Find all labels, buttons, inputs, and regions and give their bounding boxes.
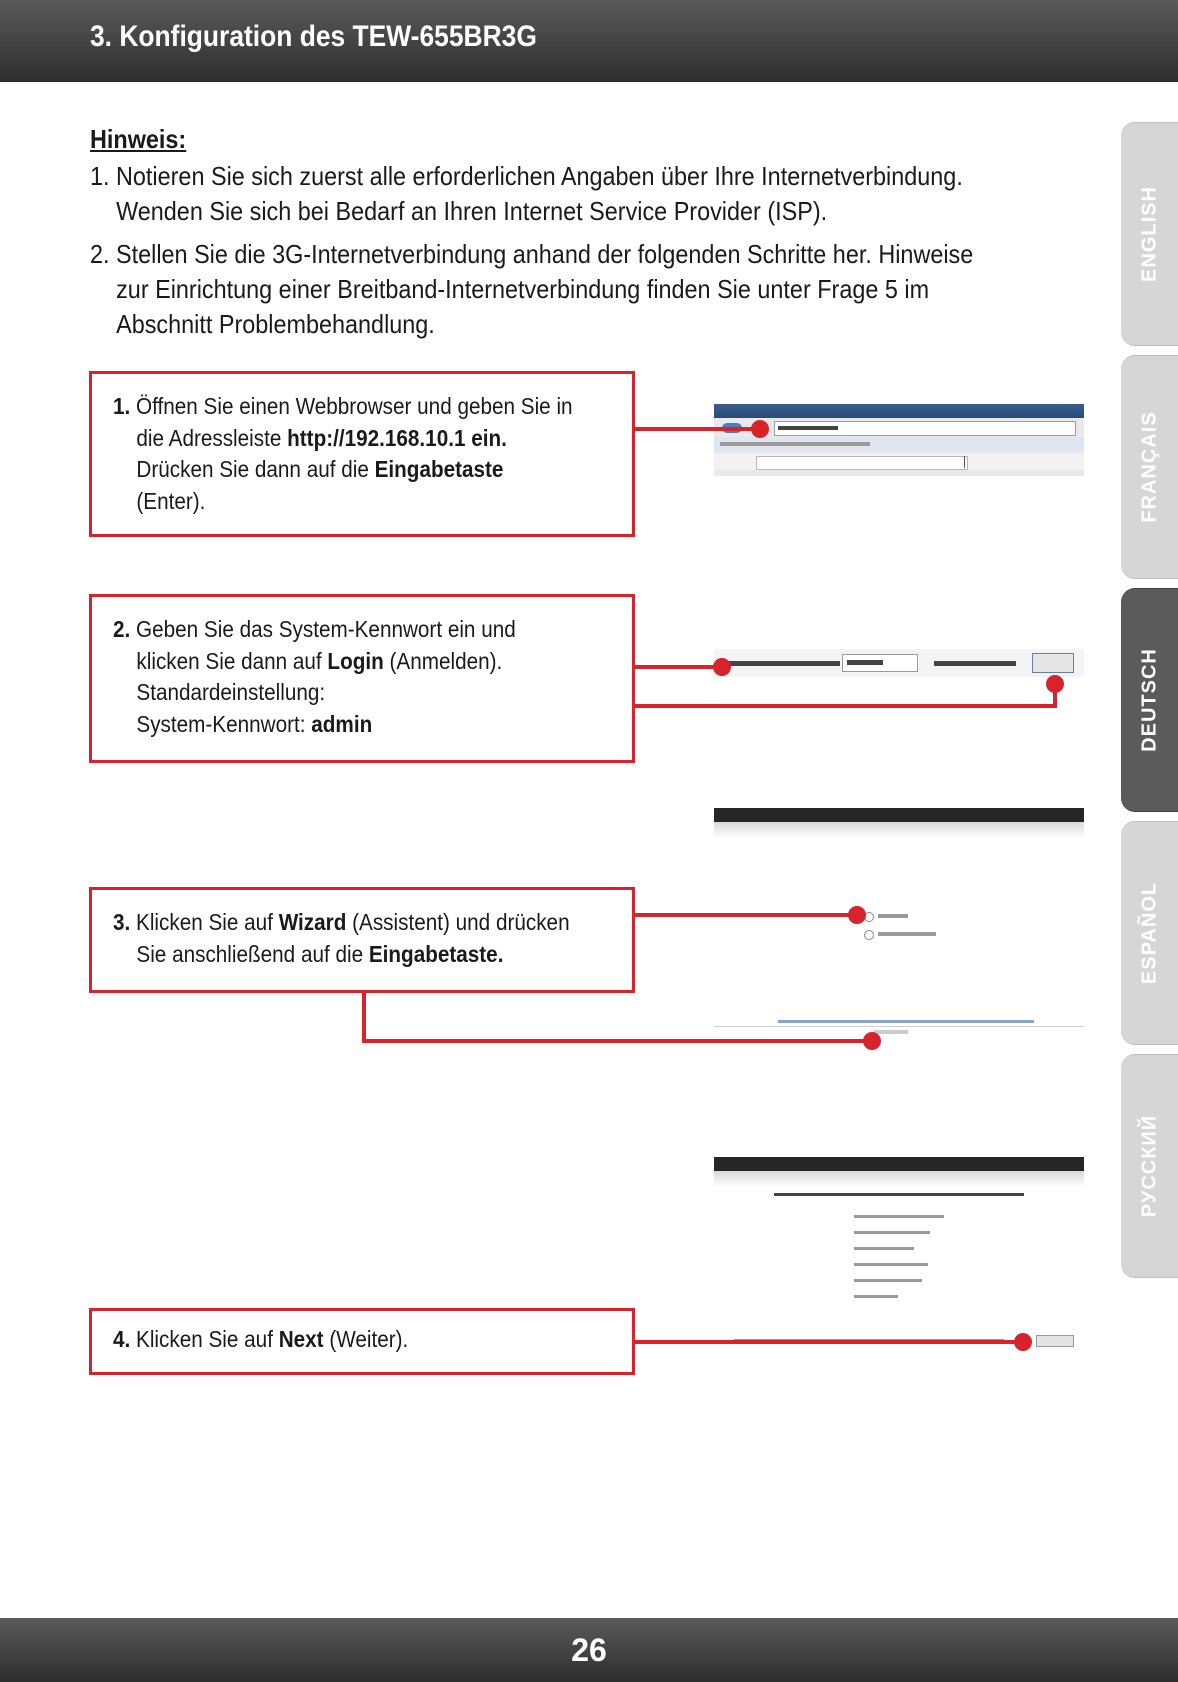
step-number: 3. <box>113 909 131 935</box>
lang-tab-label: DEUTSCH <box>1138 648 1160 752</box>
note-heading: Hinweis: <box>90 124 187 154</box>
note-text: 2. Stellen Sie die 3G-Internetverbindung anhand der folgenden Schritte her. Hinweise <box>90 239 974 269</box>
step-key: Eingabetaste <box>374 456 504 482</box>
connector-dot-2b <box>1046 675 1064 693</box>
step-text: Öffnen Sie einen Webbrowser und geben Sie in <box>136 393 573 419</box>
connector-dot-1 <box>751 420 769 438</box>
step-text: (Weiter). <box>323 1326 409 1352</box>
note-text: Abschnitt Problembehandlung. <box>116 309 435 339</box>
step-text: Klicken Sie auf <box>136 1326 279 1352</box>
lang-tab-label: ESPAÑOL <box>1138 881 1160 985</box>
step-key: Next <box>278 1326 324 1352</box>
step-text: Drücken Sie dann auf die <box>136 456 375 482</box>
lang-tab-label: ENGLISH <box>1138 186 1160 282</box>
step-url: http://192.168.10.1 ein. <box>287 424 507 451</box>
step-text: Klicken Sie auf <box>136 909 279 935</box>
page-footer <box>0 1618 1178 1682</box>
step-text: klicken Sie dann auf <box>136 647 328 674</box>
lang-tab-label: РУССКИЙ <box>1138 1114 1160 1218</box>
step-text: (Enter). <box>136 487 206 514</box>
step-key: Wizard <box>278 909 347 935</box>
note-text: zur Einrichtung einer Breitband-Internetverbindung finden Sie unter Frage 5 im <box>116 274 930 304</box>
section-title: 3. Konfiguration des TEW-655BR3G <box>90 20 537 53</box>
step-text: System-Kennwort: <box>136 710 312 737</box>
connector-dot-3b <box>863 1032 881 1050</box>
step-text: (Anmelden). <box>383 647 503 674</box>
note-text: 1. Notieren Sie sich zuerst alle erforderlichen Angaben über Ihre Internetverbindung. <box>90 161 963 191</box>
step-key: admin <box>311 710 373 737</box>
lang-tab-label: FRANÇAIS <box>1138 411 1160 523</box>
step-number: 2. <box>113 616 131 642</box>
step-number: 1. <box>113 393 131 419</box>
step-key: Login <box>327 647 384 674</box>
connector-dot-3a <box>848 906 866 924</box>
connector-line-3b <box>364 993 872 1041</box>
step-text: die Adressleiste <box>136 424 288 451</box>
step-text: Geben Sie das System-Kennwort ein und <box>136 616 516 642</box>
step-text: Sie anschließend auf die <box>136 940 369 967</box>
connector-dot-4 <box>1014 1333 1032 1351</box>
step-key: Eingabetaste. <box>368 940 504 967</box>
connector-dot-2a <box>713 658 731 676</box>
step-number: 4. <box>113 1326 131 1352</box>
step-text: (Assistent) und drücken <box>346 909 570 935</box>
connector-line-2b <box>635 684 1055 706</box>
step-text: Standardeinstellung: <box>136 679 326 705</box>
page-number: 26 <box>571 1632 607 1668</box>
note-text: Wenden Sie sich bei Bedarf an Ihren Internet Service Provider (ISP). <box>116 196 828 226</box>
